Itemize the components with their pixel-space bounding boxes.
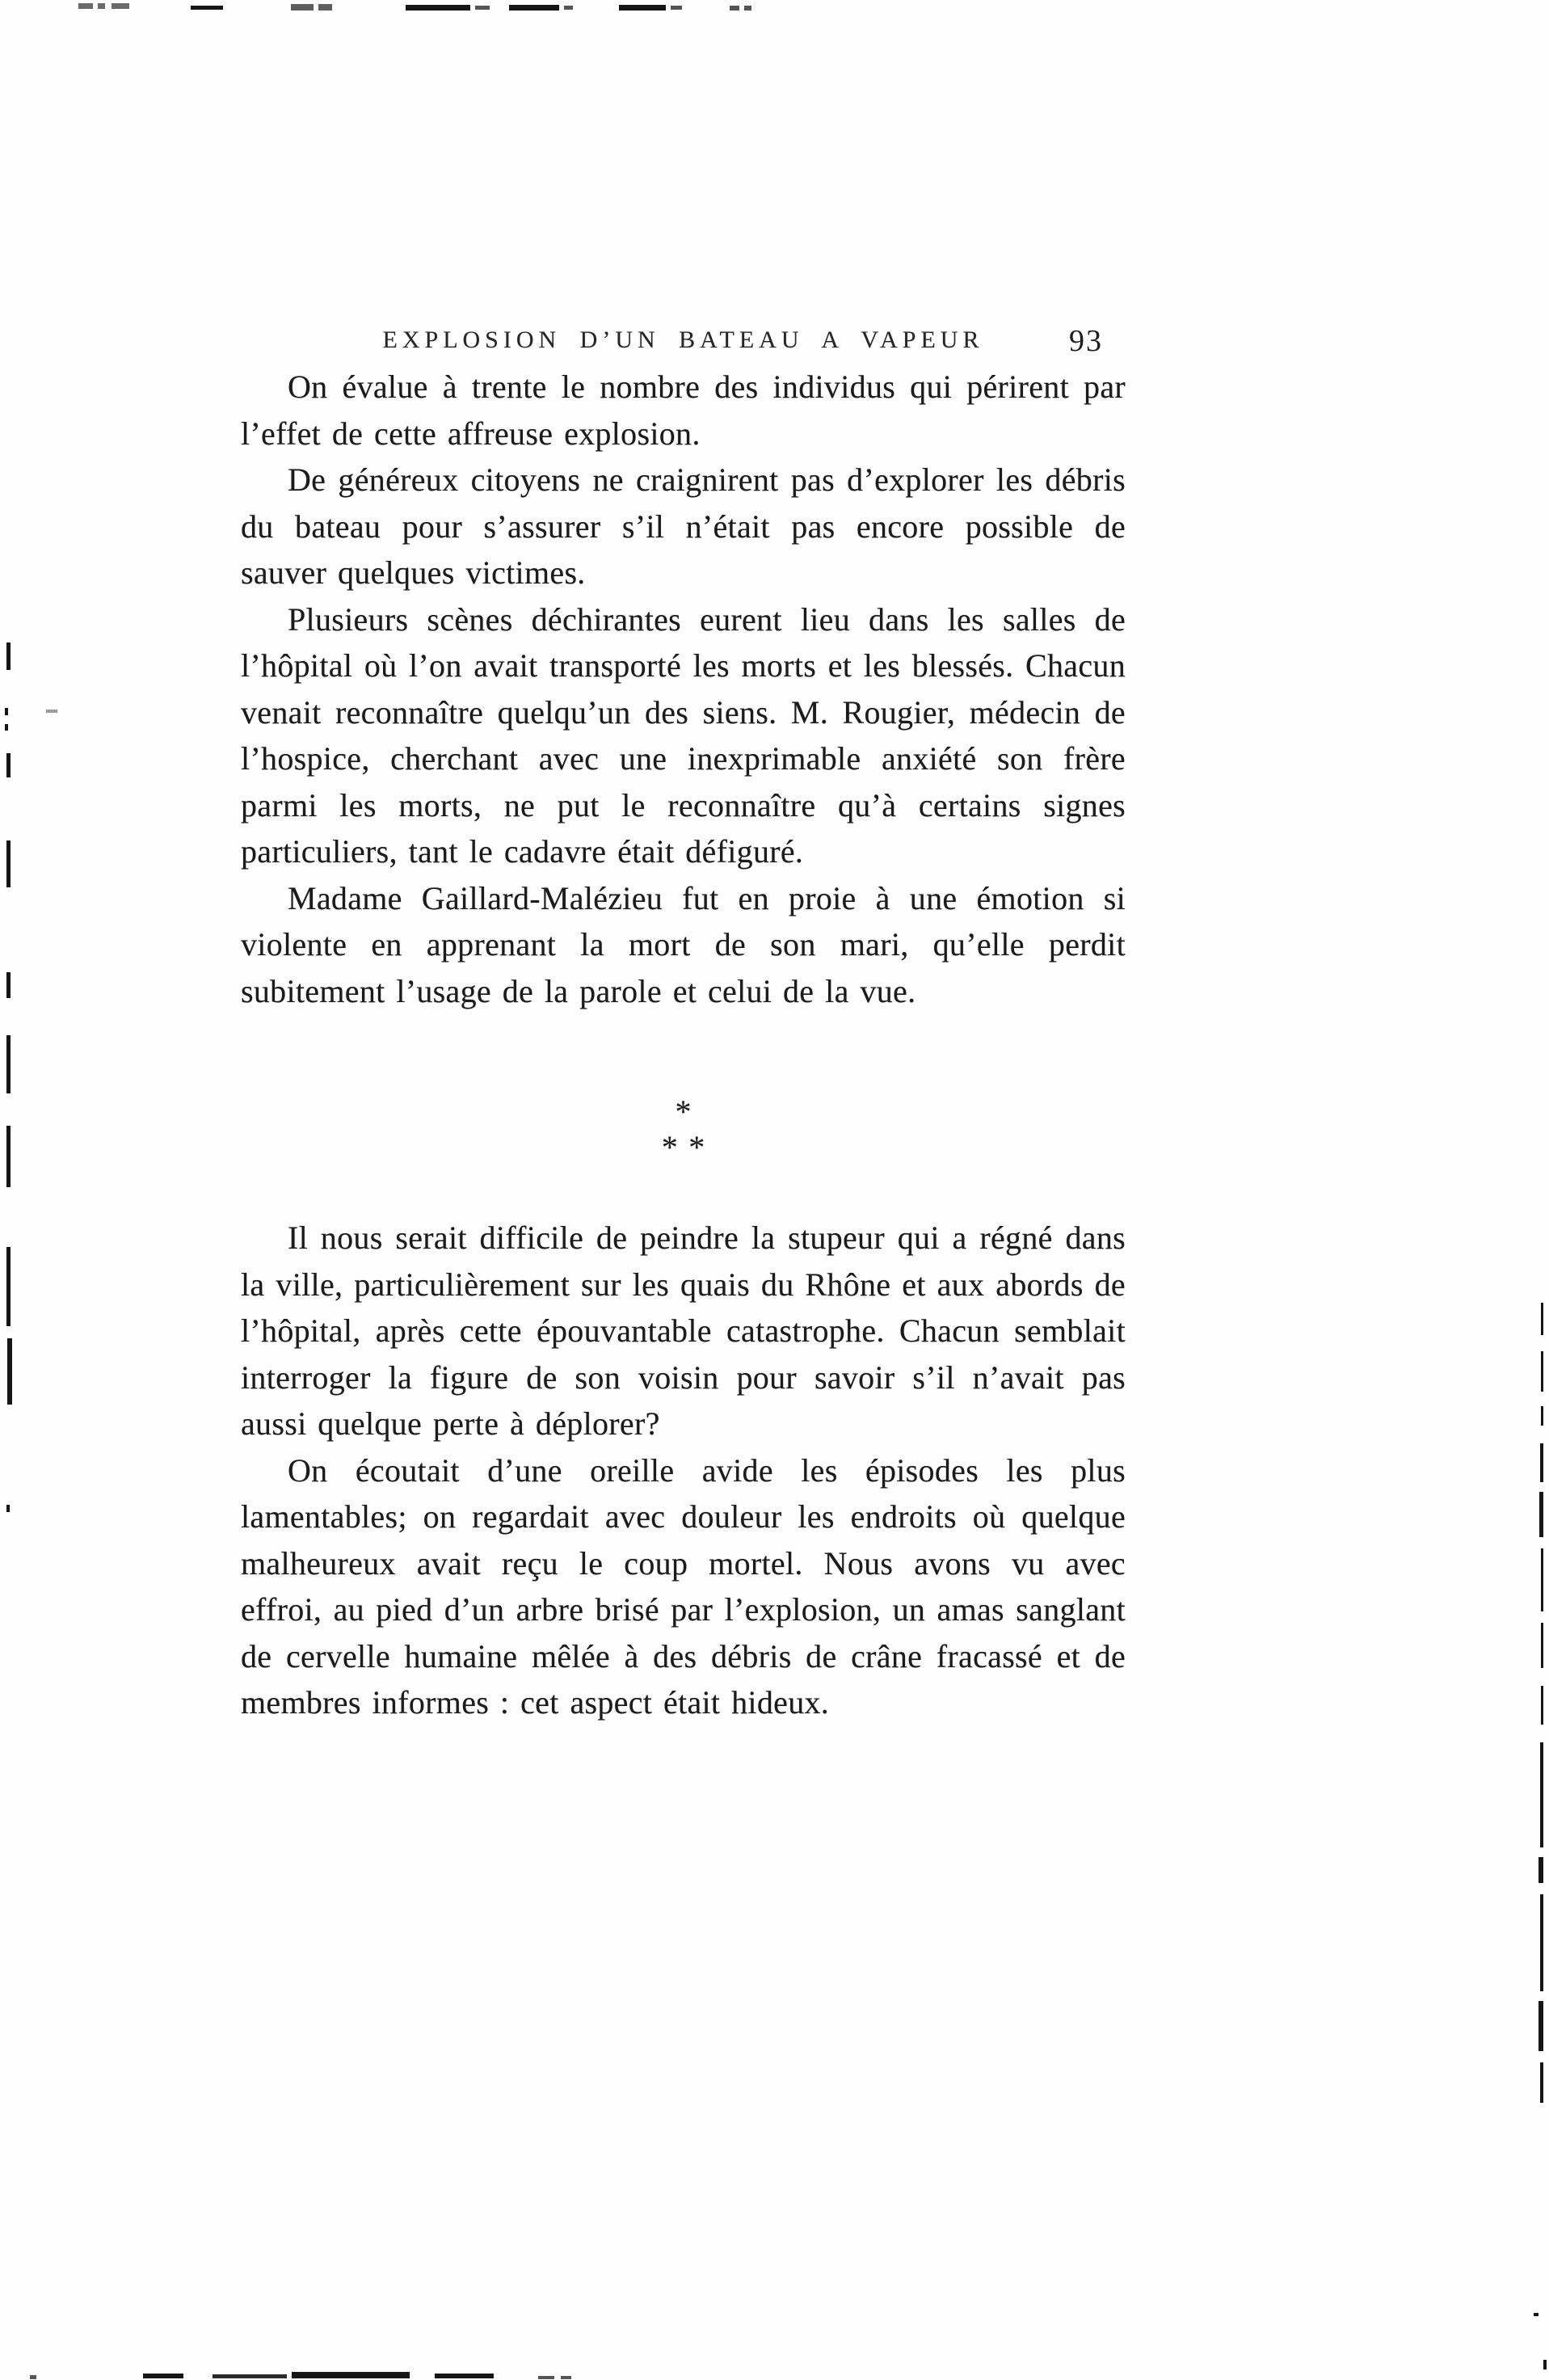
scan-mark — [1540, 1742, 1543, 1847]
scan-mark — [98, 3, 105, 9]
scan-mark — [5, 724, 8, 731]
scan-mark — [730, 6, 739, 11]
scan-mark — [435, 2374, 494, 2378]
scan-mark — [78, 3, 93, 9]
scan-mark — [744, 6, 751, 11]
scan-mark — [1540, 2062, 1543, 2103]
scan-mark — [143, 2374, 183, 2378]
scan-mark — [6, 840, 11, 887]
paragraph: De généreux citoyens ne craignirent pas d’explorer les débris du bateau pour s’assurer s’il n’était pas encore possible de sauver quelques victimes. — [241, 461, 1126, 591]
scan-mark — [538, 2376, 554, 2379]
asterisk-row-top: * — [675, 1093, 692, 1130]
scan-mark — [6, 1247, 11, 1326]
scan-mark — [291, 4, 314, 11]
scan-mark — [1541, 1406, 1543, 1426]
scan-mark — [6, 753, 11, 777]
scan-mark — [671, 6, 682, 10]
scan-mark — [30, 2375, 36, 2379]
scan-mark — [1541, 1303, 1543, 1335]
scan-mark — [6, 1505, 10, 1512]
scan-mark — [1539, 1492, 1543, 1537]
scan-mark — [564, 6, 573, 10]
scan-mark — [6, 1126, 11, 1187]
scan-mark — [6, 642, 11, 670]
page-header-title: EXPLOSION D’UN BATEAU A VAPEUR — [382, 326, 984, 353]
paragraph: On écoutait d’une oreille avide les épisodes les plus lamentables; on regardait avec douleur les endroits où quelque malheureux avait reçu le coup mortel. Nous avons vu avec effroi, au pied d’un arbre brisé par l’explosion, un amas sanglant de cervelle humaine mêlée à des débris de crâne fracassé et de membres informes : cet aspect était hideux. — [241, 1451, 1126, 1721]
paragraph: Il nous serait difficile de peindre la stupeur qui a régné dans la ville, particulièrement sur les quais du Rhône et aux abords de l’hôpital, après cette épouvantable catastrophe. Chacun semblait interroger la figure de son voisin pour savoir s’il n’avait pas aussi quelque perte à déplorer? — [241, 1219, 1126, 1442]
paragraph: Madame Gaillard-Malézieu fut en proie à une émotion si violente en apprenant la mort de son mari, qu’elle perdit subitement l’usage de la parole et celui de la vue. — [241, 879, 1126, 1009]
scan-mark — [7, 1338, 12, 1405]
body-text — [241, 364, 1126, 1726]
scan-mark — [561, 2376, 571, 2379]
page-number: 93 — [1069, 324, 1103, 358]
scan-mark — [619, 5, 666, 11]
scan-mark — [1540, 1894, 1543, 1991]
scan-mark — [1534, 2313, 1538, 2316]
scan-mark — [1538, 1857, 1543, 1883]
scan-mark — [1541, 1623, 1543, 1668]
section-break-asterism — [241, 1095, 1126, 1166]
running-header — [241, 322, 1126, 367]
scan-mark — [1541, 1686, 1543, 1725]
asterisk-row-bottom: * * — [661, 1129, 705, 1165]
paragraph: On évalue à trente le nombre des individus qui périrent par l’effet de cette affreuse explosion. — [241, 369, 1126, 452]
scan-mark — [318, 4, 332, 11]
paragraph: Plusieurs scènes déchirantes eurent lieu dans les salles de l’hôpital où l’on avait transporté les morts et les blessés. Chacun venait reconnaître quelqu’un des siens. M. Rougier, médecin de l’hospice, cherchant avec une inexprimable anxiété son frère parmi les morts, ne put le reconnaître qu’à certains signes particuliers, tant le cadavre était défiguré. — [241, 600, 1126, 870]
scan-mark — [406, 5, 470, 11]
scan-mark — [191, 6, 223, 10]
scan-mark — [46, 710, 57, 713]
scan-mark — [1540, 1443, 1543, 1482]
scan-mark — [1538, 2001, 1543, 2051]
scan-mark — [112, 3, 129, 9]
scan-mark — [1543, 2360, 1547, 2369]
scan-mark — [1541, 1351, 1543, 1392]
scan-mark — [1541, 1548, 1543, 1611]
scan-mark — [6, 1035, 11, 1093]
scan-mark — [5, 708, 8, 715]
scan-mark — [509, 5, 559, 11]
scan-mark — [213, 2374, 287, 2378]
scan-mark — [6, 972, 11, 998]
scan-mark — [292, 2372, 410, 2378]
scan-mark — [475, 6, 490, 10]
